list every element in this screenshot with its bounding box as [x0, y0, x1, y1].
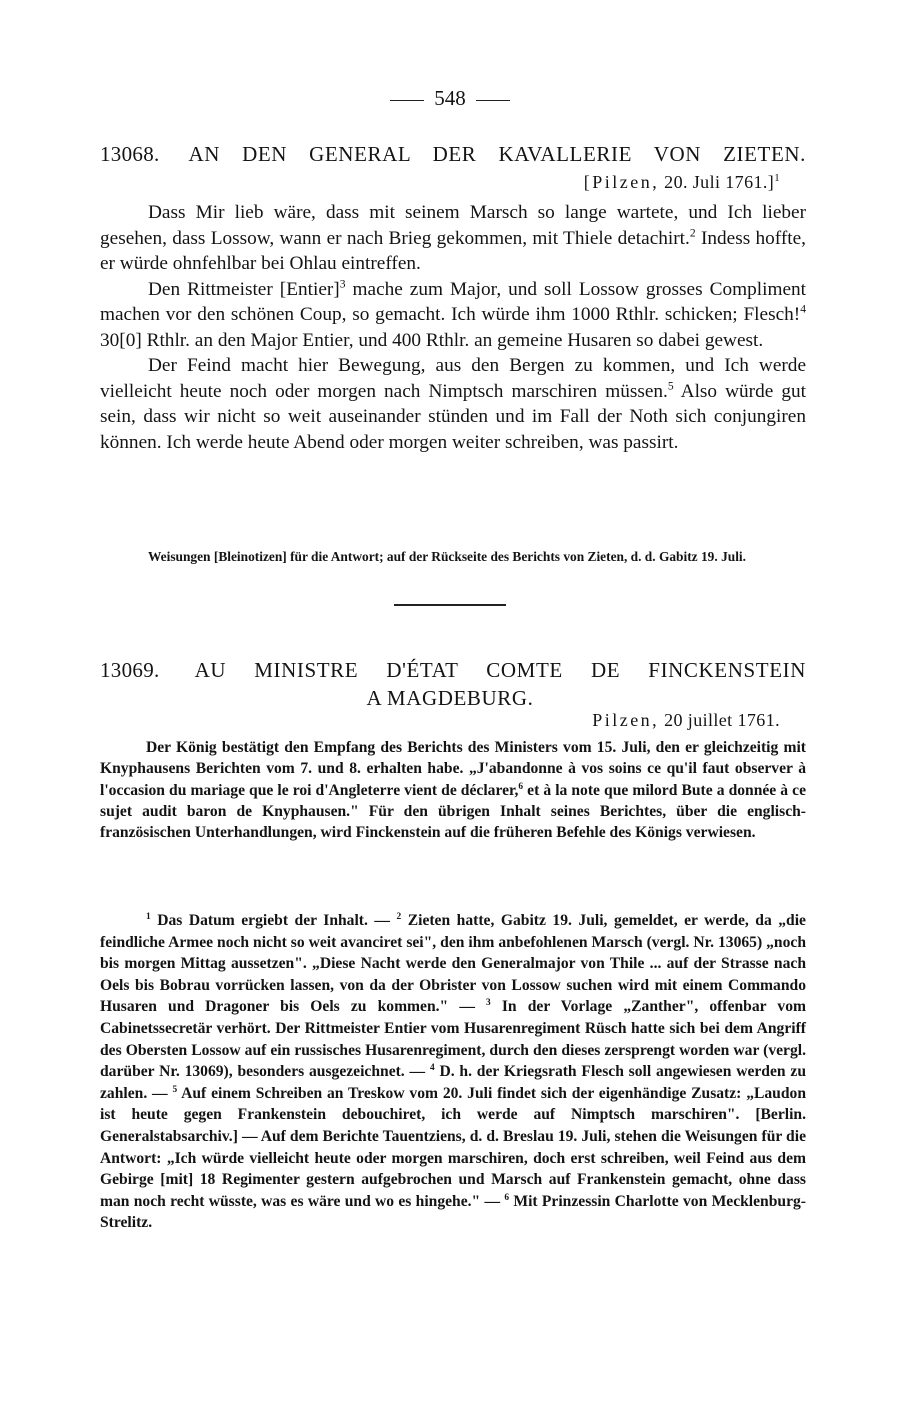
- dateline-place: [Pilzen,: [583, 172, 660, 192]
- letter-dateline-13069: [592, 710, 780, 731]
- letter-body-13069: [100, 737, 806, 843]
- dateline-place: Pilzen,: [592, 710, 660, 730]
- footnotes: [100, 910, 806, 1234]
- letter-title: AN DEN GENERAL DER KAVALLERIE VON ZIETEN.: [188, 142, 806, 166]
- paragraph-text: Dass Mir lieb wäre, dass mit seinem Marsch so lange wartete, und Ich lieber gesehen, dass Lossow, wann er nach Brieg gekommen, mit Thiele detachirt.: [100, 202, 806, 249]
- footnote-number: 2: [396, 911, 402, 922]
- letter-number: 13069.: [100, 658, 160, 682]
- footnote-number: 6: [504, 1192, 510, 1203]
- footnote-text: Mit Prinzessin Charlotte von Mecklenburg-Strelitz.: [100, 1192, 806, 1232]
- paragraph-text: Also würde gut sein, dass wir nicht so weit auseinander stünden und im Fall der Noth sich conjungiren können. Ich werde heute Abend oder morgen weiter schreiben, was passirt.: [100, 380, 806, 453]
- footnote-text: Zieten hatte, Gabitz 19. Juli, gemeldet, er werde, da „die feindliche Armee noch nicht so weit avanciret sei", den ihm anbefohlenen Marsch (vergl. Nr. 13065) „noch bis morgen Mittag aussetzen". „Diese Nacht werde den Generalmajor von Thile ... auf der Strasse nach Oels bis Bobrau vorrücken lassen, von da der Obrister von Lossow suchen wird mit einem Commando Husaren und Dragoner bis Oels zu kommen." —: [100, 912, 806, 1016]
- footnote-ref: 6: [518, 781, 524, 792]
- paragraph-text: Der Feind macht hier Bewegung, aus den Bergen zu kommen, und Ich werde vielleicht heute noch oder morgen nach Nimptsch marschiren müssen.: [100, 355, 806, 402]
- footnote-ref: 2: [689, 226, 696, 240]
- letter-heading-13068: [100, 140, 806, 168]
- paragraph-text: Der König bestätigt den Empfang des Berichts des Ministers vom 15. Juli, den er gleichzeitig mit Knyphausens Berichten vom 7. und 8. erhalten habe. „J'abandonne à vos soins ce qu'il faut observer à l'occasion du mariage que le roi d'Angleterre vient de déclarer,: [100, 739, 806, 799]
- page-number-dash-right: [476, 100, 510, 101]
- footnote-number: 1: [146, 911, 151, 922]
- paragraph-text: Den Rittmeister [Entier]: [148, 278, 340, 300]
- paragraph: [100, 353, 806, 455]
- paragraph: [100, 200, 806, 277]
- dateline-date: 20. Juli 1761.]: [664, 172, 775, 192]
- dateline-date: 20 juillet 1761.: [664, 710, 780, 730]
- footnote-ref: 5: [667, 379, 674, 393]
- section-divider: [394, 604, 506, 606]
- footnote-number: 3: [486, 998, 491, 1009]
- footnote-text: Das Datum ergiebt der Inhalt. —: [150, 912, 397, 929]
- letter-heading-13069: [100, 656, 806, 684]
- footnote-text: In der Vorlage „Zanther", offenbar vom Cabinetssecretär verhört. Der Rittmeister Entier vom Husarenregiment Rüsch hatte sich bei dem Angriff des Obersten Lossow auf ein russisches Husarenregiment, durch den dieses zersprengt worden war (vergl. darüber Nr. 13069), besonders ausgezeichnet. —: [100, 998, 806, 1081]
- footnote-number: 5: [172, 1084, 178, 1095]
- paragraph: [100, 737, 806, 843]
- paragraph-text: et à la note que milord Bute a donnée à ce sujet audit baron de Knyphausen." Für den übrigen Inhalt seines Berichtes, über die englisch-französischen Unterhandlungen, wird Finckenstein auf die früheren Befehle des Königs verwiesen.: [100, 781, 806, 842]
- footnote-ref: 4: [800, 302, 806, 316]
- page-number-dash-left: [390, 100, 424, 101]
- letter-title-line2: A MAGDEBURG.: [366, 686, 534, 710]
- footnote-ref: 3: [339, 277, 346, 291]
- footnotes-paragraph: [100, 910, 806, 1234]
- letter-number: 13068.: [100, 142, 160, 166]
- instructions-note: Weisungen [Bleinotizen] für die Antwort; auf der Rückseite des Berichts von Zieten, d. d. Gabitz 19. Juli.: [148, 549, 746, 564]
- letter-body-13068: [100, 200, 806, 455]
- page-number: 548: [434, 86, 466, 110]
- paragraph: [100, 277, 806, 354]
- paragraph-text: mache zum Major, und soll Lossow grosses Compliment machen vor den schönen Coup, so gemacht. Ich würde ihm 1000 Rthlr. schicken; Flesch!: [100, 278, 807, 325]
- letter-dateline-13068: [584, 172, 780, 193]
- footnote-text: Auf einem Schreiben an Treskow vom 20. Juli findet sich der eigenhändige Zusatz: „Laudon ist heute gegen Frankenstein debouchiret, ich werde auf Nimptsch marschiren". [Berlin. Generalstabsarchiv.] — Auf dem Berichte Tauentziens, d. d. Breslau 19. Juli, stehen die Weisungen für die Antwort: „Ich würde vielleicht heute oder morgen marschiren, doch erst schreiben, weil Feind aus dem Gebirge [mit] 18 Regimenter gestern aufgebrochen und Marsch auf Frankenstein gemacht, ohne dass man noch recht wüsste, was es wäre und wo es hingehe." —: [100, 1084, 807, 1210]
- footnote-ref: 1: [774, 172, 780, 184]
- footnote-text: D. h. der Kriegsrath Flesch soll angewiesen werden zu zahlen. —: [100, 1063, 806, 1102]
- page-number-line: [0, 86, 900, 111]
- footnote-number: 4: [429, 1062, 435, 1073]
- paragraph-text: Indess hoffte, er würde ohnfehlbar bei Ohlau eintreffen.: [100, 227, 806, 274]
- letter-title: AU MINISTRE D'ÉTAT COMTE DE FINCKENSTEIN: [194, 658, 806, 682]
- paragraph-text: 30[0] Rthlr. an den Major Entier, und 400 Rthlr. an gemeine Husaren so dabei gewest.: [100, 329, 764, 351]
